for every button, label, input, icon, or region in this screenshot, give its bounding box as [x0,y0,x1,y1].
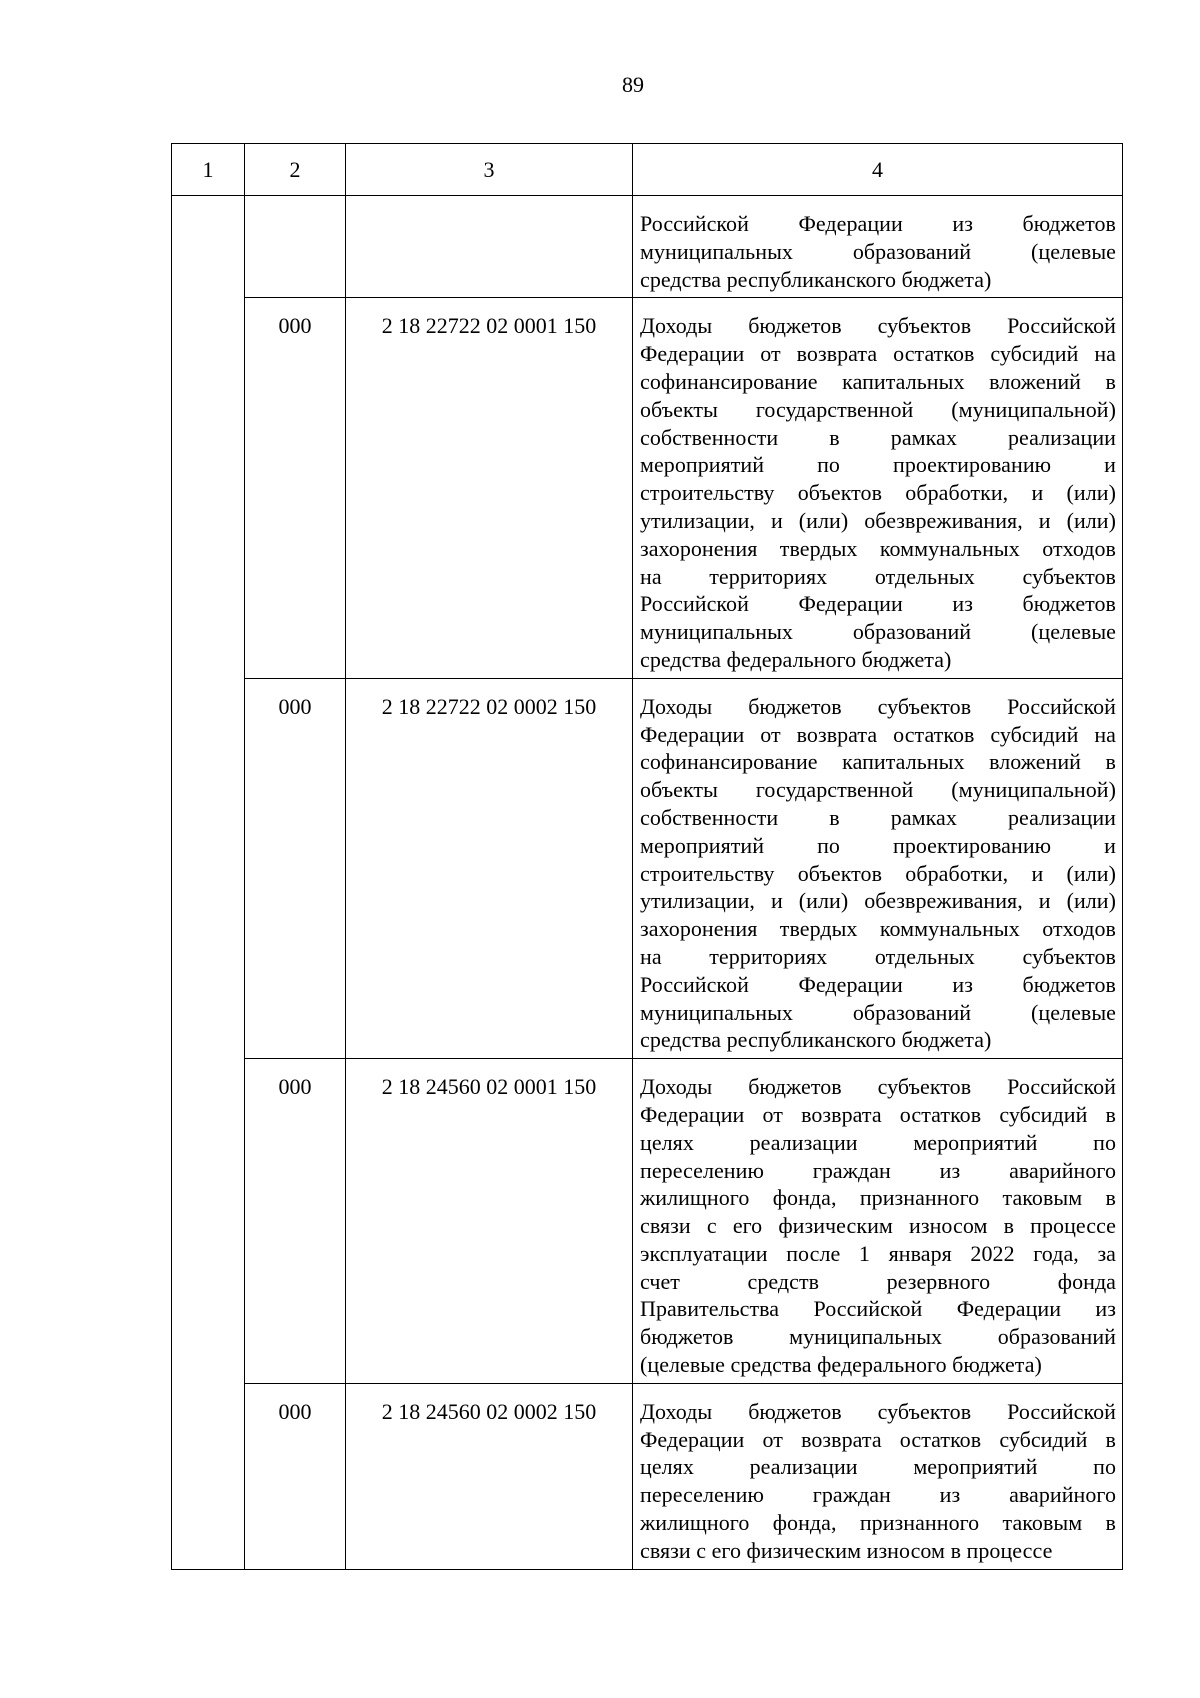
description-line: захоронения твердых коммунальных отходов [640,535,1116,561]
row-budget-code: 2 18 24560 02 0001 150 [346,1059,633,1384]
description-line: Российской Федерации из бюджетов [640,211,1116,236]
description-line: целях реализации мероприятий по [640,1454,1116,1480]
description-line: утилизации, и (или) обезвреживания, и (или) [640,888,1116,914]
description-line: эксплуатации после 1 января 2022 года, за [640,1240,1116,1266]
table-body [172,196,1123,1570]
description-text [640,1398,1116,1565]
description-line: на территориях отдельных субъектов [640,563,1116,589]
row-budget-code: 2 18 22722 02 0001 150 [346,298,633,678]
description-line: Доходы бюджетов субъектов Российской [640,1398,1116,1424]
row-budget-code: 2 18 22722 02 0002 150 [346,678,633,1058]
row-budget-code: 2 18 24560 02 0002 150 [346,1383,633,1569]
table-row [172,298,1123,678]
row-admin-code: 000 [245,298,346,678]
header-col-1: 1 [172,144,245,196]
row-description [633,678,1123,1058]
description-line: строительству объектов обработки, и (или) [640,860,1116,886]
description-line: Федерации от возврата остатков субсидий в [640,1426,1116,1452]
description-line: жилищного фонда, признанного таковым в [640,1185,1116,1211]
row-admin-code: 000 [245,1383,346,1569]
description-line: связи с его физическим износом в процессе [640,1537,1053,1563]
description-line: муниципальных образований (целевые [640,619,1116,645]
row-col-1 [172,196,245,298]
table-header-row [172,144,1123,196]
table-row [172,1383,1123,1569]
description-line: собственности в рамках реализации [640,804,1116,830]
table-row [172,678,1123,1058]
description-line: Доходы бюджетов субъектов Российской [640,313,1116,339]
row-admin-code [245,196,346,298]
row-budget-code [346,196,633,298]
description-line: Федерации от возврата остатков субсидий на [640,341,1116,367]
description-line: муниципальных образований (целевые [640,999,1116,1025]
description-line: Российской Федерации из бюджетов [640,591,1116,617]
table-row [172,196,1123,298]
description-line: Доходы бюджетов субъектов Российской [640,1074,1116,1100]
description-line: жилищного фонда, признанного таковым в [640,1510,1116,1536]
row-col-1 [172,1383,245,1569]
description-line: бюджетов муниципальных образований [640,1324,1116,1350]
row-col-1 [172,678,245,1058]
description-line: переселению граждан из аварийного [640,1157,1116,1183]
description-text [640,693,1116,1054]
description-line: (целевые средства федерального бюджета) [640,1352,1042,1378]
budget-code-table [171,143,1123,1570]
description-line: Правительства Российской Федерации из [640,1296,1116,1322]
description-line: строительству объектов обработки, и (или) [640,480,1116,506]
row-description [633,196,1123,298]
table-row [172,1059,1123,1384]
row-admin-code: 000 [245,678,346,1058]
description-line: софинансирование капитальных вложений в [640,749,1116,775]
description-line: средства федерального бюджета) [640,646,952,672]
description-line: Федерации от возврата остатков субсидий на [640,721,1116,747]
row-description [633,1383,1123,1569]
row-description [633,298,1123,678]
description-line: переселению граждан из аварийного [640,1482,1116,1508]
description-line: счет средств резервного фонда [640,1268,1116,1294]
description-line: мероприятий по проектированию и [640,452,1116,478]
page-number: 89 [622,72,644,97]
header-col-2: 2 [245,144,346,196]
description-line: средства республиканского бюджета) [640,1027,992,1053]
description-line: муниципальных образований (целевые [640,238,1116,264]
description-line: утилизации, и (или) обезвреживания, и (или) [640,507,1116,533]
description-line: целях реализации мероприятий по [640,1129,1116,1155]
description-line: софинансирование капитальных вложений в [640,368,1116,394]
description-line: объекты государственной (муниципальной) [640,777,1116,803]
description-text [640,312,1116,673]
description-line: объекты государственной (муниципальной) [640,396,1116,422]
row-description [633,1059,1123,1384]
row-col-1 [172,1059,245,1384]
description-line: собственности в рамках реализации [640,424,1116,450]
description-line: Российской Федерации из бюджетов [640,971,1116,997]
header-col-4: 4 [633,144,1123,196]
description-line: на территориях отдельных субъектов [640,943,1116,969]
description-line: мероприятий по проектированию и [640,832,1116,858]
row-col-1 [172,298,245,678]
description-line: Федерации от возврата остатков субсидий в [640,1101,1116,1127]
row-admin-code: 000 [245,1059,346,1384]
description-line: захоронения твердых коммунальных отходов [640,916,1116,942]
description-text [640,210,1116,293]
description-text [640,1073,1116,1379]
header-col-3: 3 [346,144,633,196]
description-line: связи с его физическим износом в процессе [640,1213,1116,1239]
description-line: средства республиканского бюджета) [640,266,992,292]
description-line: Доходы бюджетов субъектов Российской [640,693,1116,719]
